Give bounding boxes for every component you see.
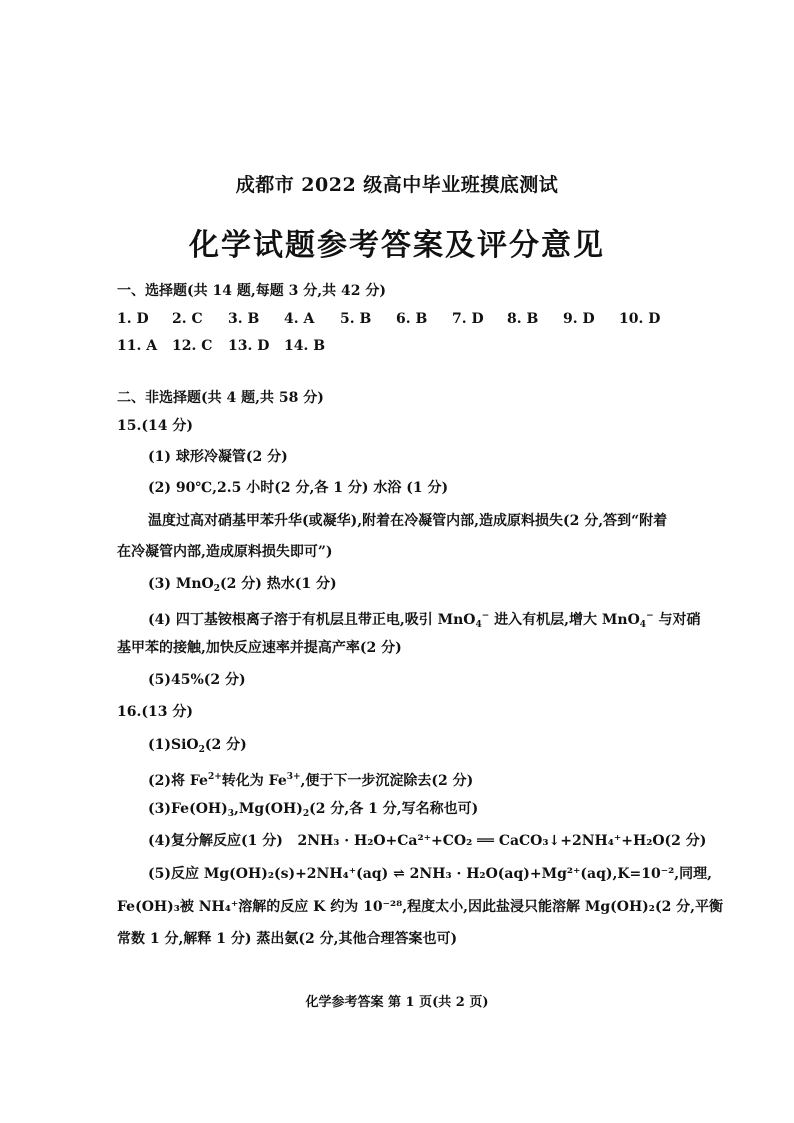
mc-answer: 5. B — [340, 311, 372, 327]
text: (3) MnO — [148, 576, 214, 592]
text: (4) 四丁基铵根离子溶于有机层且带正电,吸引 MnO — [148, 612, 476, 628]
q15-part5: (5)45%(2 分) — [148, 672, 246, 688]
superscript: 2+ — [207, 772, 222, 782]
text: 与对硝 — [653, 612, 701, 628]
q16-part5-cont2: 常数 1 分,解释 1 分) 蒸出氨(2 分,其他合理答案也可) — [117, 931, 458, 947]
q15-label: 15.(14 分) — [117, 418, 193, 434]
mc-answer: 7. D — [452, 311, 484, 327]
q16-part4 — [148, 831, 734, 851]
text: (1)SiO — [148, 737, 199, 753]
section1-heading: 一、选择题(共 14 题,每题 3 分,共 42 分) — [117, 283, 386, 299]
subscript: 4 — [475, 620, 482, 630]
page-footer: 化学参考答案 第 1 页(共 2 页) — [305, 995, 489, 1010]
subscript: 4 — [639, 620, 647, 630]
mc-answer: 2. C — [172, 311, 203, 327]
text: (2)将 Fe — [148, 773, 208, 789]
mc-answer: 4. A — [284, 311, 315, 327]
q16-part1 — [148, 735, 734, 760]
q16-part5-cont: Fe(OH)₃被 NH₄⁺溶解的反应 K 约为 10⁻²⁸,程度太小,因此盐浸只能溶解 Mg(OH)₂(2 分,平衡 — [117, 899, 724, 915]
q16-label: 16.(13 分) — [117, 704, 193, 720]
mc-answer: 10. D — [619, 311, 661, 327]
equation: 2NH₃ · H₂O+Ca²⁺+CO₂ ══ CaCO₃↓+2NH₄⁺+H₂O(2 分) — [297, 833, 707, 849]
text: 转化为 Fe — [221, 773, 287, 789]
q16-part5: (5)反应 Mg(OH)₂(s)+2NH₄⁺(aq) ⇌ 2NH₃ · H₂O(aq)+Mg²⁺(aq),K=10⁻²,同理, — [148, 866, 713, 882]
q15-part4 — [148, 606, 734, 635]
mc-answer: 6. B — [396, 311, 428, 327]
section2-heading: 二、非选择题(共 4 题,共 58 分) — [117, 390, 324, 406]
mc-answer: 9. D — [563, 311, 595, 327]
text: ,Mg(OH) — [234, 801, 303, 817]
superscript: − — [481, 611, 490, 621]
q15-part1: (1) 球形冷凝管(2 分) — [148, 449, 288, 465]
q15-part2-explanation-cont: 在冷凝管内部,造成原料损失即可”) — [117, 544, 333, 560]
q16-part3 — [148, 799, 734, 824]
text: 进入有机层,增大 MnO — [489, 612, 640, 628]
subscript: 2 — [302, 809, 310, 819]
text: (4)复分解反应(1 分) — [148, 833, 283, 849]
mc-answer: 13. D — [228, 338, 270, 354]
mc-answer: 3. B — [228, 311, 260, 327]
text: (3)Fe(OH) — [148, 801, 228, 817]
text: ,便于下一步沉淀除去(2 分) — [300, 773, 474, 789]
mc-answer: 8. B — [507, 311, 539, 327]
q15-part3 — [148, 574, 734, 599]
mc-answer: 12. C — [172, 338, 213, 354]
document-title: 化学试题参考答案及评分意见 — [189, 228, 605, 263]
q15-part2-explanation: 温度过高对硝基甲苯升华(或凝华),附着在冷凝管内部,造成原料损失(2 分,答到“附着 — [148, 513, 668, 529]
subscript: 3 — [227, 809, 235, 819]
mc-answer: 14. B — [284, 338, 326, 354]
subscript: 2 — [198, 745, 205, 755]
q16-part2 — [148, 767, 734, 791]
q15-part4-cont: 基甲苯的接触,加快反应速率并提高产率(2 分) — [117, 640, 402, 656]
q15-part2: (2) 90℃,2.5 小时(2 分,各 1 分) 水浴 (1 分) — [148, 480, 449, 496]
exam-title: 成都市 2022 级高中毕业班摸底测试 — [235, 174, 559, 196]
text: (2 分) 热水(1 分) — [220, 576, 337, 592]
superscript: − — [646, 611, 654, 621]
mc-answer: 11. A — [117, 338, 158, 354]
subscript: 2 — [213, 584, 220, 594]
mc-answer: 1. D — [117, 311, 149, 327]
superscript: 3+ — [286, 772, 301, 782]
text: (2 分) — [204, 737, 247, 753]
text: (2 分,各 1 分,写名称也可) — [309, 801, 479, 817]
